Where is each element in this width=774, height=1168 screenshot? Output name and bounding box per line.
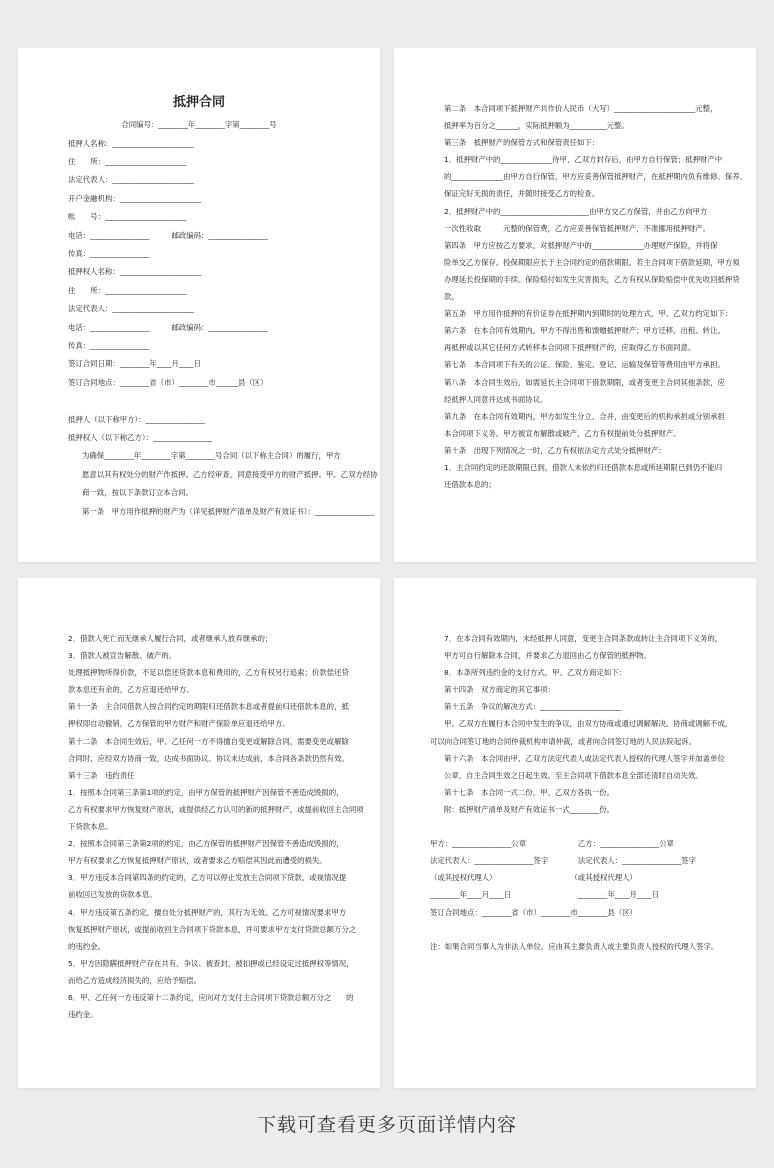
page2-text-line: 第二条 本合同项下抵押财产共作价人民币（大写）______________________元整， xyxy=(444,104,718,113)
page3-text-line: 前收回已发放的贷款本息。 xyxy=(68,890,157,900)
page3-text-line: 处理抵押物所得价款，不足以偿还贷款本息和费用的，乙方有权另行追索；价款偿还贷 xyxy=(68,668,349,678)
page-3-body xyxy=(54,630,364,1023)
page3-text-line: 第十三条 违约责任 xyxy=(68,770,135,780)
contract-page-2 xyxy=(394,48,756,562)
page2-text-line: 险单交乙方保存。投保期限应长于主合同约定的借款期限。若主合同项下借款延期，甲方须 xyxy=(444,257,740,267)
page4-text-line: ________年____月____日 ________年____月____日 xyxy=(430,890,660,900)
page3-text-line: 第十二条 本合同生效后，甲、乙任何一方不得擅自变更或解除合同，需要变更或解除 xyxy=(68,736,349,746)
page1-text-line: 帐 号：______________________ xyxy=(68,212,187,222)
page1-text-line: 传真：________________ xyxy=(68,340,150,350)
page4-text-line: 甲方可自行解除本合同，并要求乙方退回由乙方保管的抵押物。 xyxy=(444,651,651,661)
page3-text-line: 3．甲方违反本合同第四条的约定的，乙方可以停止发放主合同项下贷款，或视情况提 xyxy=(68,873,347,883)
page2-text-line: 第九条 在本合同有效期内，甲方如发生分立、合并，由变更后的机构承担或分别承担 xyxy=(444,411,725,421)
page4-text-line: 签订合同地点：________省（市）________市________县（区） xyxy=(430,907,637,917)
page1-text-line: 抵押人名称：______________________ xyxy=(68,138,194,148)
page3-text-line: 违约金。 xyxy=(68,1010,98,1020)
page1-text-line: 开户金融机构：______________________ xyxy=(68,193,202,203)
page4-text-line: 甲方：________________公章 乙方：________________公章 xyxy=(430,839,674,849)
page2-text-line: 款。 xyxy=(444,292,459,302)
page2-text-line: 一次性收取 元整的保管费，乙方应妥善保管抵押财产，不准挪用抵押财产。 xyxy=(444,223,711,233)
page2-text-line: 第六条 在本合同有效期内，甲方不得出售和馈赠抵押财产；甲方迁移、出租、转让、 xyxy=(444,326,725,336)
page4-text-line xyxy=(430,818,720,835)
page1-text-line: 签订合同日期：________年____月____日 xyxy=(68,359,202,369)
page3-text-line: 2．按照本合同第三条第2项的约定，由乙方保管的抵押财产因保管不善造成毁损的， xyxy=(68,839,344,849)
page3-text-line: 6．甲、乙任何一方违反第十二条约定，应向对方支付主合同项下贷款总额万分之 的 xyxy=(68,992,354,1002)
page4-text-line: （或其授权代理人） （或其授权代理人） xyxy=(430,873,637,883)
page1-text-line: 抵押权人名称：______________________ xyxy=(68,267,202,277)
page4-text-line: 附：抵押财产清单及财产有效证书一式________份。 xyxy=(444,804,614,814)
document-title: 抵押合同 xyxy=(172,95,225,110)
page4-text-line: 第十四条 双方商定的其它事项： xyxy=(444,685,555,695)
page1-text-line: 法定代表人：______________________ xyxy=(68,304,194,314)
page2-text-line: 本合同项下义务。甲方被宣布解散或破产，乙方有权提前处分抵押财产。 xyxy=(444,428,681,438)
page1-text-line xyxy=(68,392,330,410)
page3-text-line: 1．按照本合同第三条第1项的约定，由甲方保管的抵押财产因保管不善造成毁损的， xyxy=(68,787,344,797)
contract-page-3 xyxy=(18,578,380,1088)
page3-text-line: 3．借款人被宣告解散、破产的。 xyxy=(68,651,177,661)
page2-text-line: 保证完好无损的责任，并随时接受乙方的检查。 xyxy=(444,189,600,199)
page1-text-line: 第一条 甲方用作抵押的财产为（详见抵押财产清单及财产有效证书）：________________ xyxy=(82,506,374,516)
page3-text-line: 而给乙方造成经济损失的，应给予赔偿。 xyxy=(68,975,202,985)
page3-text-line: 第十一条 主合同借款人按合同约定的期限归还借款本息或者提前归还借款本息的，抵 xyxy=(68,702,349,712)
page1-text-line: 住 所：______________________ xyxy=(68,157,187,167)
page2-text-line: 2．抵押财产中的________________________由甲方交乙方保管，并由乙方向甲方 xyxy=(444,206,708,216)
page1-text-line: 为确保________年________字第________号合同（以下称主合同）的履行，甲方 xyxy=(82,451,341,461)
page3-text-line: 乙方有权要求甲方恢复财产原状，或提供经乙方认可的新的抵押财产，或提前收回主合同项 xyxy=(68,804,364,814)
page3-text-line: 的违约金。 xyxy=(68,941,105,951)
page2-text-line: 办理延长投保期的手续。保险赔付如发生灾害损失，乙方有权从保险赔偿中优先收回抵押贷 xyxy=(444,274,740,284)
page1-text-line: 电话：________________ 邮政编码：________________ xyxy=(68,230,268,240)
page1-text-line: 住 所：______________________ xyxy=(68,285,187,295)
page3-text-line: 恢复抵押财产原状，或提前收回主合同项下贷款本息，并可要求甲方支付贷款总额万分之 xyxy=(68,924,357,934)
page2-text-line: 还借款本息的； xyxy=(444,480,496,490)
page4-text-line: 甲、乙双方在履行本合同中发生的争议，由双方协商或通过调解解决。协商或调解不成， xyxy=(444,719,733,729)
page4-text-line: 第十七条 本合同一式二份，甲、乙双方各执一份。 xyxy=(444,787,614,797)
page4-text-line: 第十六条 本合同由甲、乙双方法定代表人或法定代表人授权的代理人签字并加盖单位 xyxy=(444,753,725,763)
page2-text-line: 1．主合同约定的还款期限已到，借款人未依约归还借款本息或所延期限已到仍不能归 xyxy=(444,462,723,472)
page1-text-line: 抵押人（以下称甲方）：________________ xyxy=(68,414,205,424)
page2-text-line: 第十条 出现下列情况之一时，乙方有权依法定方式处分抵押财产： xyxy=(444,445,666,455)
page1-text-line: 电话：________________ 邮政编码：________________ xyxy=(68,322,268,332)
page2-text-line: 再抵押或以其它任何方式转移本合同项下抵押财产的，应取得乙方书面同意。 xyxy=(444,343,696,353)
page4-text-line: 注：如果合同当事人为非法人单位，应由其主要负责人或主要负责人授权的代理人签字。 xyxy=(430,941,719,951)
page4-text-line: 可以向合同签订地的合同仲裁机构申请仲裁，或者向合同签订地的人民法院起诉。 xyxy=(430,736,697,746)
page-1-body xyxy=(68,116,378,521)
page2-text-line: 第四条 甲方应按乙方要求，对抵押财产中的______________办理财产保险，并将保 xyxy=(444,240,718,250)
download-more-footer[interactable]: 下载可查看更多页面详情内容 xyxy=(256,1114,517,1136)
page2-text-line: 经抵押人同意并达成书面协议。 xyxy=(444,394,548,404)
page1-text-line: 签订合同地点：________省（市）________市______县（区） xyxy=(68,377,268,387)
page-4-body xyxy=(430,630,733,955)
page1-text-line: 合同编号：________年________字第________号 xyxy=(121,120,277,130)
page4-text-line: 8．本条所列违约金的支付方式，甲、乙双方商定如下： xyxy=(444,668,627,678)
page3-text-line: 甲方有权要求乙方恢复抵押财产原状，或者要求乙方赔偿其因此而遭受的损失。 xyxy=(68,856,327,866)
page4-text-line: 法定代表人：________________签字 法定代表人：________________签字 xyxy=(430,856,697,866)
page3-text-line: 押权即自动撤销，乙方保管的甲方财产和财产保险单应退还给甲方。 xyxy=(68,719,290,729)
page2-text-line: 抵押率为百分之______，实际抵押额为__________元整。 xyxy=(444,121,629,131)
page4-text-line xyxy=(430,921,720,938)
page4-text-line: 公章，自主合同生效之日起生效。至主合同项下借款本息全部还清时自动失效。 xyxy=(444,770,703,780)
page3-text-line: 合同时，应经双方协商一致，达成书面协议。协议未达成前，本合同各条款仍然有效。 xyxy=(68,753,349,763)
page2-text-line: 第八条 本合同生效后，如需延长主合同项下借款期限，或者变更主合同其他条款，应 xyxy=(444,377,725,387)
contract-page-4 xyxy=(394,578,756,1088)
page2-text-line: 第七条 本合同项下有关的公证、保险、鉴定、登记、运输及保管等费用由甲方承担。 xyxy=(444,360,725,370)
page3-text-line: 款本息还有余的，乙方应退还给甲方。 xyxy=(68,685,194,695)
page3-text-line: 2．借款人死亡而无继承人履行合同，或者继承人放弃继承的； xyxy=(68,634,273,643)
page1-text-line: 抵押权人（以下称乙方）：________________ xyxy=(68,432,213,442)
page3-text-line: 下贷款本息。 xyxy=(68,822,113,832)
page3-text-line: 4．甲方违反第五条约定，擅自处分抵押财产的，其行为无效。乙方可视情况要求甲方 xyxy=(68,907,347,917)
page2-text-line: 1．抵押财产中的______________待甲、乙双方封存后，由甲方自行保管；抵押财产中 xyxy=(444,155,723,165)
page1-text-line: 商一致，按以下条款订立本合同。 xyxy=(82,488,193,498)
contract-page-1 xyxy=(18,48,380,562)
page1-text-line: 传真：________________ xyxy=(68,249,150,259)
page2-text-line: 第五条 甲方用作抵押的有价证券在抵押期内到期时的处理方式，甲、乙双方约定如下： xyxy=(444,309,733,319)
page2-text-line: 第三条 抵押财产的保管方式和保管责任如下： xyxy=(444,138,600,148)
page4-text-line: 第十五条 争议的解决方式：______________________ xyxy=(444,702,622,712)
page3-text-line: 5．甲方因隐瞒抵押财产存在共有、争议、被查封、被扣押或已经设定过抵押权等情况， xyxy=(68,958,354,968)
page1-text-line: 愿意以其有权处分的财产作抵押。乙方经审查，同意接受甲方的财产抵押。甲、乙双方经协 xyxy=(82,469,378,479)
page2-text-line: 的______________由甲方自行保管，甲方应妥善保管抵押财产，在抵押期内负有维修、保养、 xyxy=(444,172,748,182)
page4-text-line: 7．在本合同有效期内，未经抵押人同意，变更主合同条款或转让主合同项下义务的， xyxy=(444,634,723,643)
page-2-body xyxy=(430,100,748,493)
page1-text-line: 法定代表人：______________________ xyxy=(68,175,194,185)
